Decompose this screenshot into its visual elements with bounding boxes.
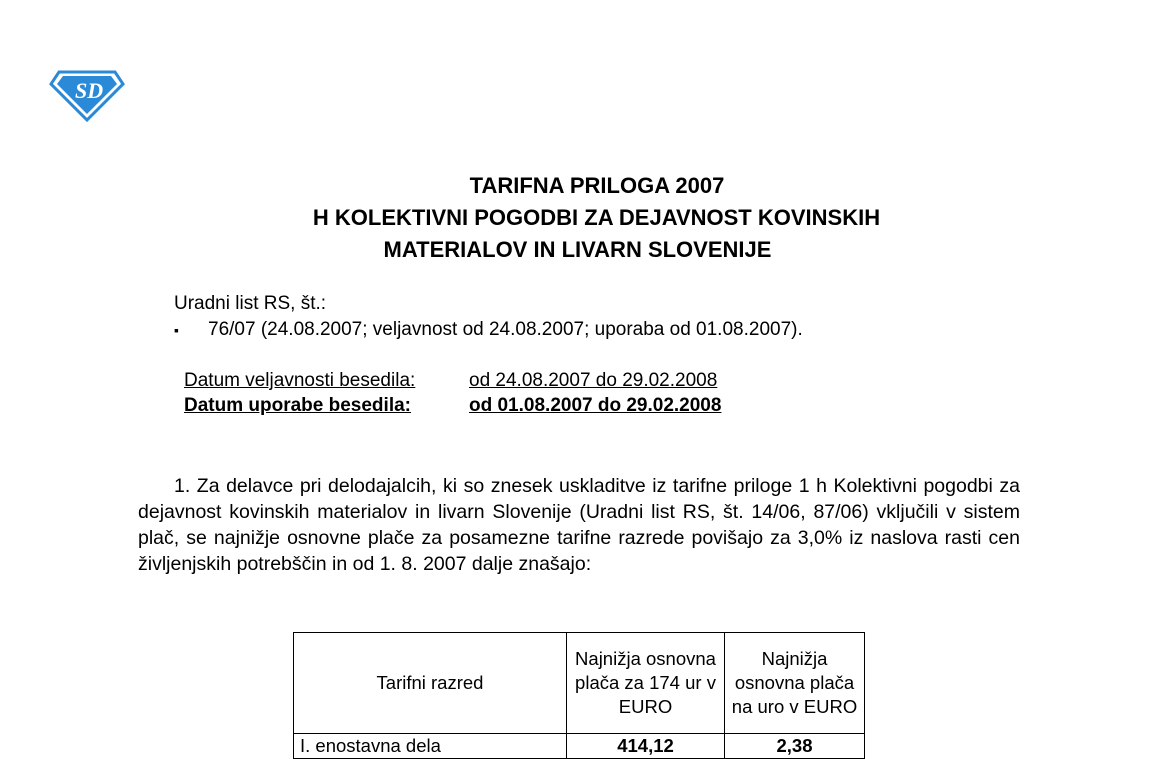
table-header-row bbox=[294, 633, 865, 734]
wage-table bbox=[293, 632, 865, 759]
validity-value: od 24.08.2007 do 29.02.2008 bbox=[469, 370, 718, 391]
gazette-label: Uradni list RS, št.: bbox=[174, 293, 327, 314]
title-line-1: TARIFNA PRILOGA 2007 bbox=[469, 173, 725, 198]
company-logo bbox=[49, 66, 125, 122]
cell-tariff-class: I. enostavna dela bbox=[294, 734, 567, 759]
cell-monthly-wage: 414,12 bbox=[567, 734, 725, 759]
bullet-icon: ▪ bbox=[174, 322, 179, 338]
header-tariff-class: Tarifni razred bbox=[294, 633, 567, 734]
logo-text: SD bbox=[75, 78, 104, 103]
cell-hourly-wage: 2,38 bbox=[725, 734, 865, 759]
text-dates bbox=[184, 368, 721, 418]
use-row bbox=[184, 393, 721, 418]
title-line-2: H KOLEKTIVNI POGODBI ZA DEJAVNOST KOVINSKIH bbox=[312, 205, 881, 230]
title-line-3: MATERIALOV IN LIVARN SLOVENIJE bbox=[383, 237, 772, 262]
use-label: Datum uporabe besedila: bbox=[184, 395, 411, 416]
official-gazette-reference bbox=[174, 291, 803, 343]
validity-label: Datum veljavnosti besedila: bbox=[184, 370, 416, 391]
use-value: od 01.08.2007 do 29.02.2008 bbox=[469, 395, 722, 416]
document-title bbox=[0, 170, 1157, 266]
header-min-monthly-wage: Najnižja osnovna plača za 174 ur v EURO bbox=[567, 633, 725, 734]
paragraph-text: 1. Za delavce pri delodajalcih, ki so znesek uskladitve iz tarifne priloge 1 h Kolektivni pogodbi za dejavnost kovinskih materialov in livarn Slovenije (Uradni list RS, št. 14/06, 87/06) vključili v sistem plač, se najnižje osnovne plače za posamezne tarifne razrede povišajo za 3,0% iz naslova rasti cen življenjskih potrebščin in od 1. 8. 2007 dalje znašajo: bbox=[138, 475, 1020, 575]
header-min-hourly-wage: Najnižja osnovna plača na uro v EURO bbox=[725, 633, 865, 734]
table-row bbox=[294, 734, 865, 759]
validity-row bbox=[184, 368, 721, 393]
body-paragraph bbox=[138, 473, 1020, 577]
gazette-item: 76/07 (24.08.2007; veljavnost od 24.08.2007; uporaba od 01.08.2007). bbox=[208, 319, 803, 340]
